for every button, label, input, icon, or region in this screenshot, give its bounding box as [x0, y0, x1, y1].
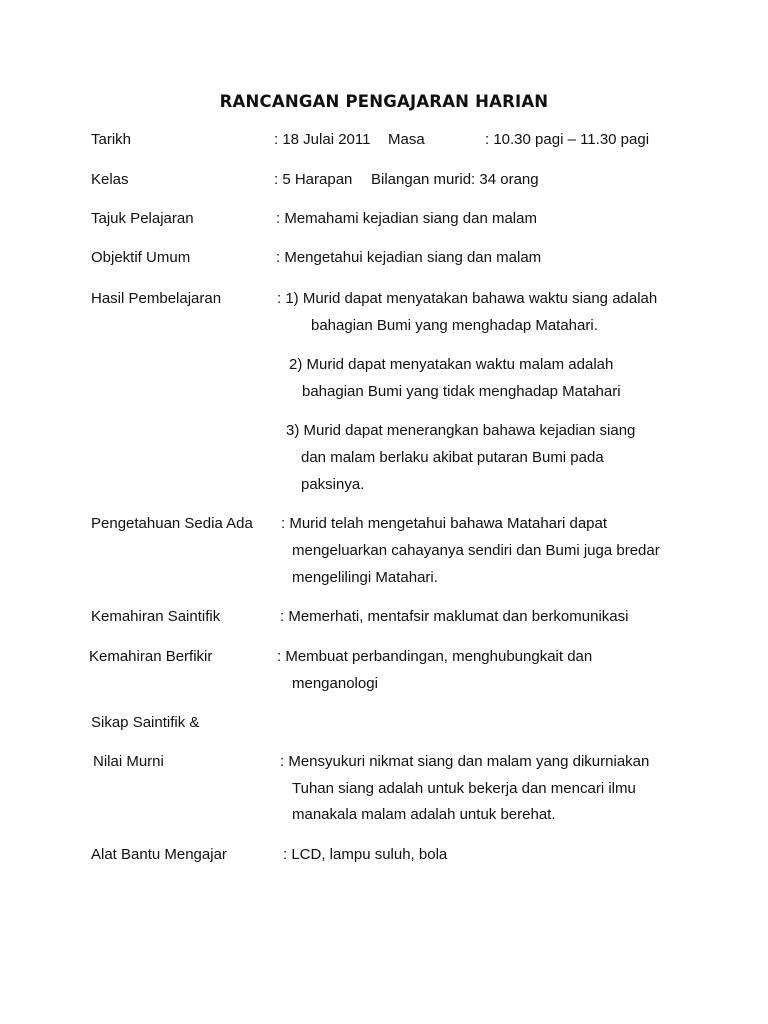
pengetahuan-line-1: : Murid telah mengetahui bahawa Matahari dapat — [281, 515, 608, 532]
alat-value: : LCD, lampu suluh, bola — [283, 846, 448, 863]
masa-label: Masa — [388, 131, 425, 148]
nilai-label: Nilai Murni — [93, 753, 164, 770]
nilai-line-3: manakala malam adalah untuk berehat. — [292, 806, 556, 823]
tarikh-value: : 18 Julai 2011 — [274, 131, 371, 148]
hasil-item-1-line-2: bahagian Bumi yang menghadap Matahari. — [311, 317, 598, 334]
nilai-line-1: : Mensyukuri nikmat siang dan malam yang dikurniakan — [280, 753, 650, 770]
kemahiran-berfikir-line-2: menganologi — [292, 675, 378, 692]
kelas-value: : 5 Harapan — [274, 171, 353, 188]
kemahiran-saintifik-value: : Memerhati, mentafsir maklumat dan berkomunikasi — [280, 608, 629, 625]
kemahiran-saintifik-label: Kemahiran Saintifik — [91, 608, 221, 625]
hasil-item-2-line-2: bahagian Bumi yang tidak menghadap Matahari — [302, 383, 621, 400]
hasil-item-1-line-1: : 1) Murid dapat menyatakan bahawa waktu siang adalah — [277, 290, 658, 307]
tajuk-value: : Memahami kejadian siang dan malam — [276, 210, 537, 227]
tajuk-label: Tajuk Pelajaran — [91, 210, 194, 227]
tarikh-label: Tarikh — [91, 131, 132, 148]
masa-value: : 10.30 pagi – 11.30 pagi — [485, 131, 650, 148]
sikap-label: Sikap Saintifik & — [91, 714, 200, 731]
objektif-value: : Mengetahui kejadian siang dan malam — [276, 249, 542, 266]
pengetahuan-line-3: mengelilingi Matahari. — [292, 569, 438, 586]
alat-label: Alat Bantu Mengajar — [91, 846, 227, 863]
bilangan-murid: Bilangan murid: 34 orang — [371, 171, 539, 188]
page-title: RANCANGAN PENGAJARAN HARIAN — [219, 92, 549, 111]
objektif-label: Objektif Umum — [91, 249, 191, 266]
kemahiran-berfikir-label: Kemahiran Berfikir — [89, 648, 213, 665]
hasil-item-3-line-1: 3) Murid dapat menerangkan bahawa kejadian siang — [286, 422, 636, 439]
nilai-line-2: Tuhan siang adalah untuk bekerja dan mencari ilmu — [292, 780, 636, 797]
kelas-label: Kelas — [91, 171, 129, 188]
kemahiran-berfikir-line-1: : Membuat perbandingan, menghubungkait dan — [277, 648, 593, 665]
hasil-item-3-line-3: paksinya. — [301, 476, 365, 493]
hasil-label: Hasil Pembelajaran — [91, 290, 222, 307]
pengetahuan-line-2: mengeluarkan cahayanya sendiri dan Bumi juga bredar — [292, 542, 660, 559]
pengetahuan-label: Pengetahuan Sedia Ada — [91, 515, 253, 532]
hasil-item-3-line-2: dan malam berlaku akibat putaran Bumi pada — [301, 449, 604, 466]
hasil-item-2-line-1: 2) Murid dapat menyatakan waktu malam adalah — [289, 356, 614, 373]
